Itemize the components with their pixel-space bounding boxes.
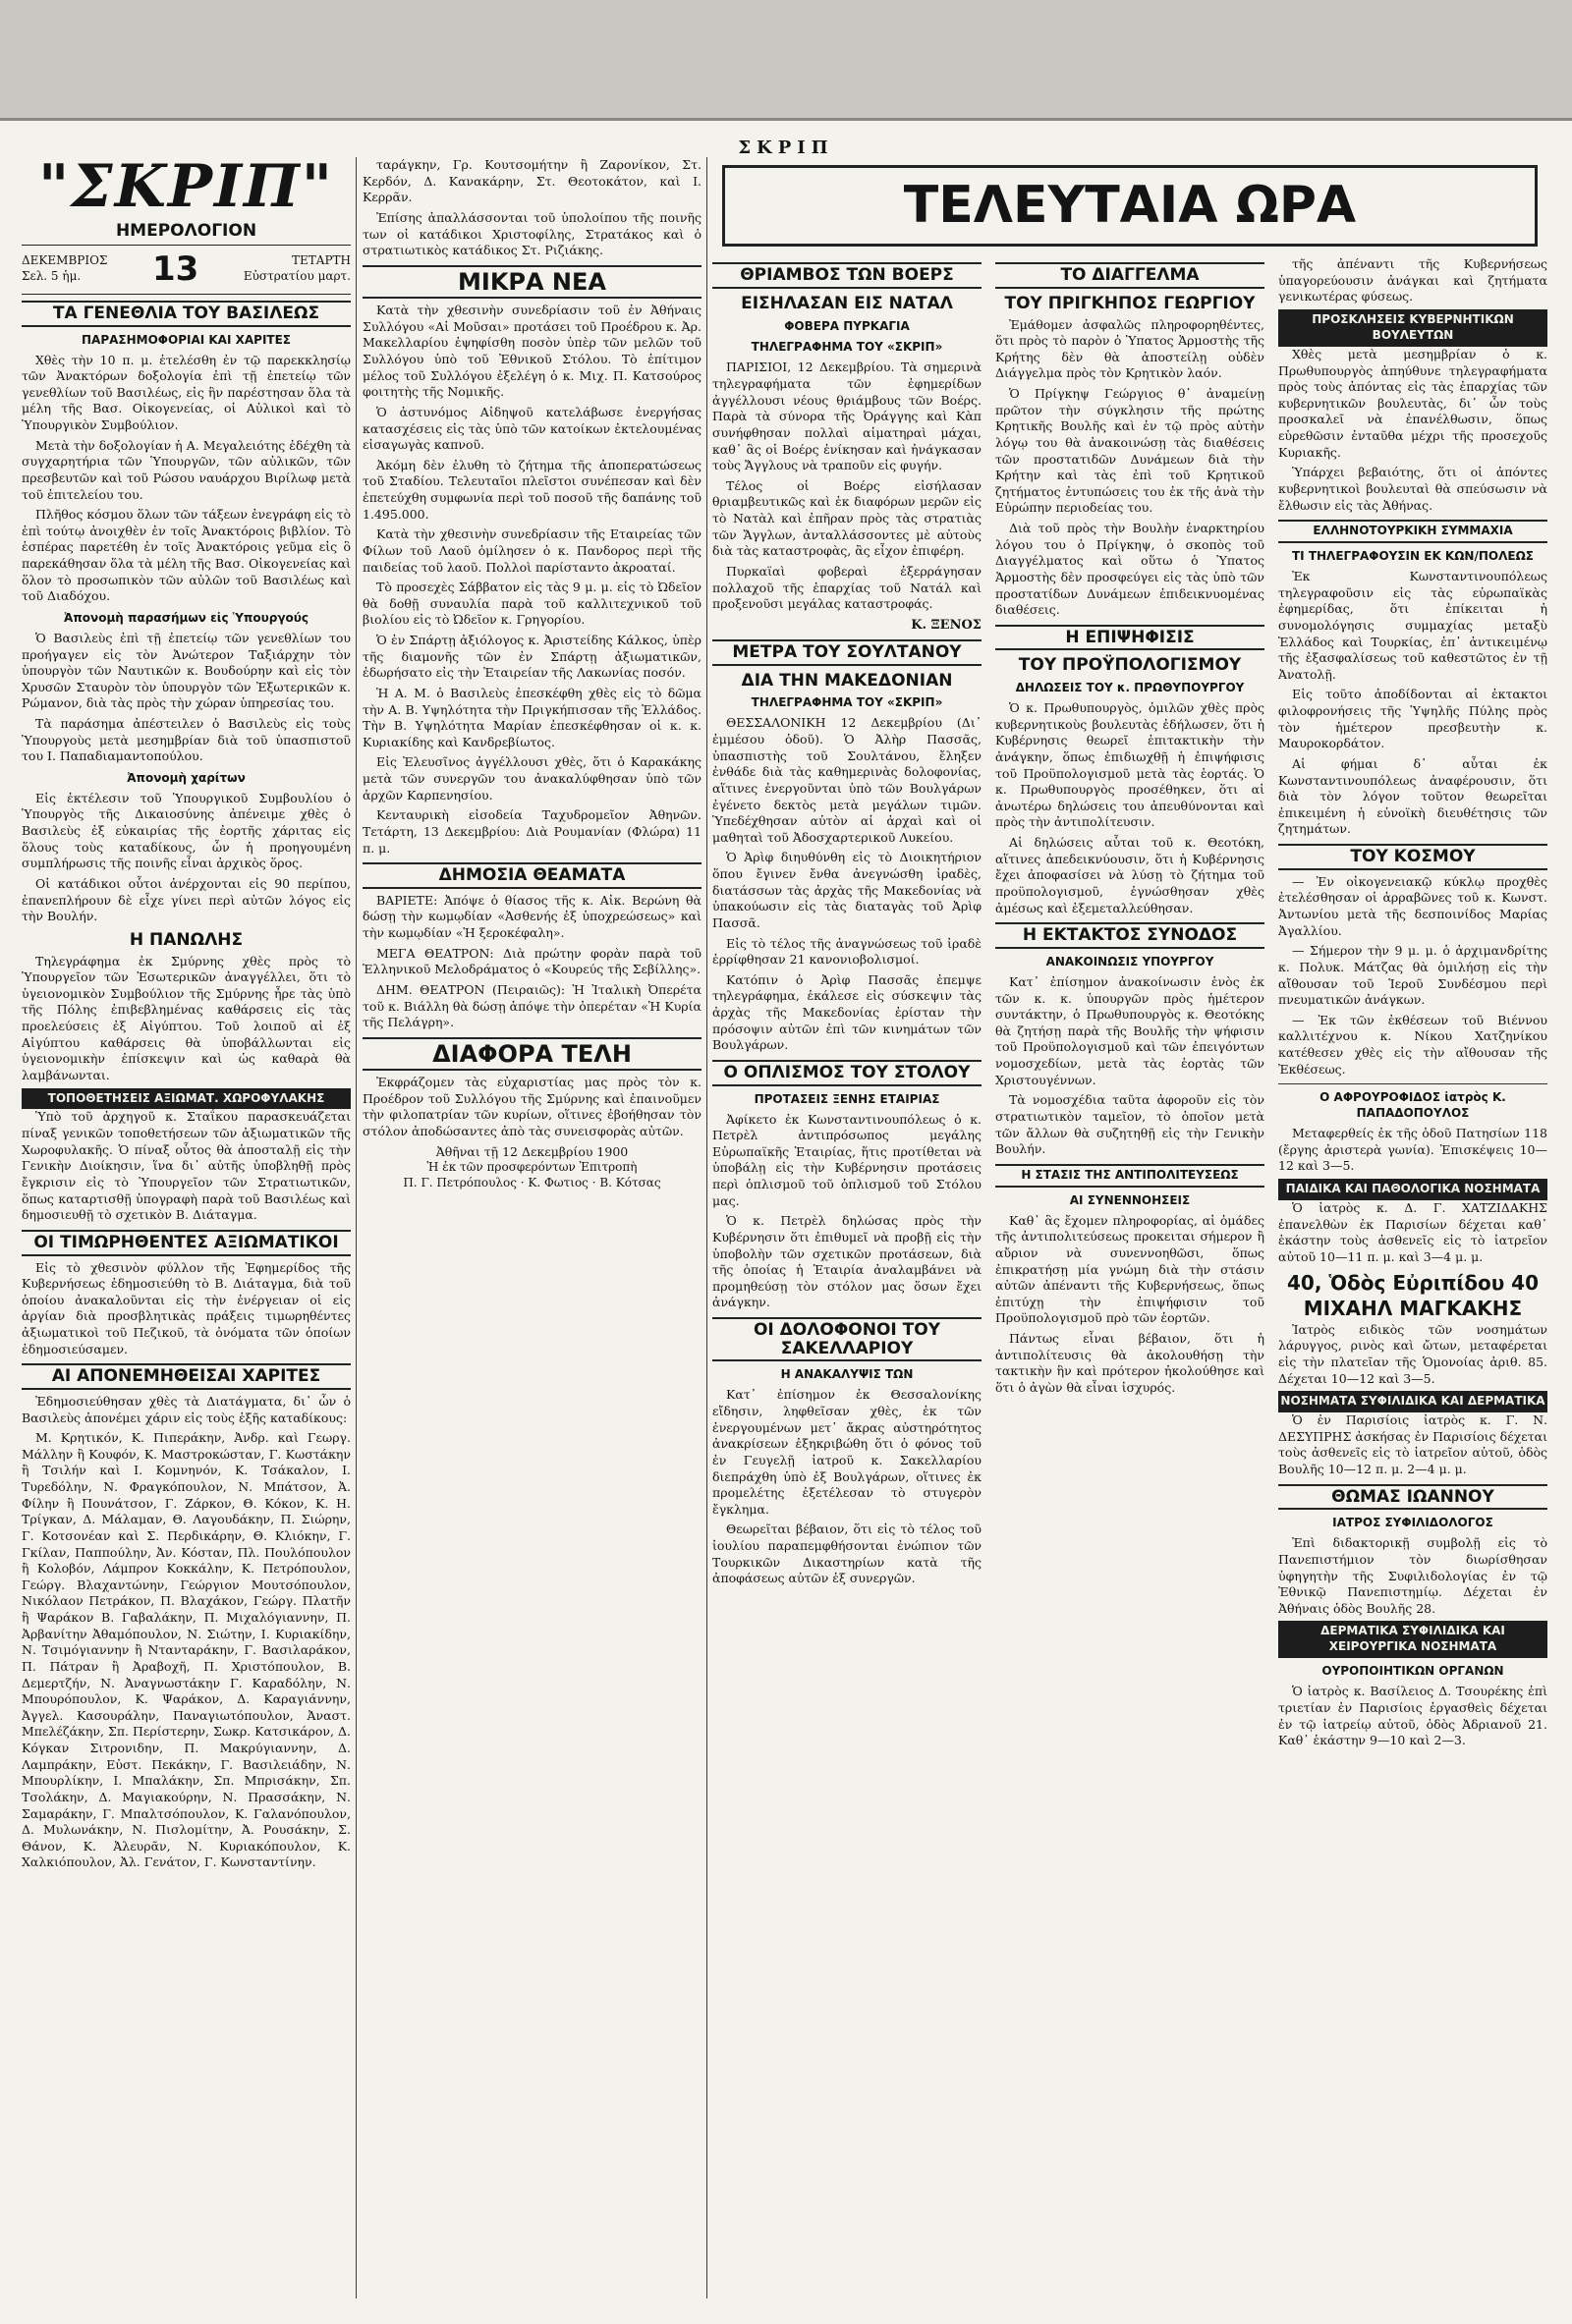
column-3 <box>712 157 1547 2298</box>
divider <box>1278 1083 1547 1084</box>
column-rule <box>706 157 707 2298</box>
banner-last-hour: ΤΕΛΕΥΤΑΙΑ ΩΡΑ <box>722 165 1538 247</box>
article-title: Η ΠΑΝΩΛΗΣ <box>129 929 244 950</box>
article-paragraph: Κατ᾽ ἐπίσημον ἐκ Θεσσαλονίκης εἴδησιν, ληφθεῖσαν χθὲς, ἐκ τῶν ἐνεργουμένων μετ᾽ ἄκρας αὐστηρότητος ἀνακρίσεων ἐξηκριβώθη ὅτι ὁ φόνος τοῦ ἐν Γευγελῇ ἰατροῦ κ. Σακελλαρίου διεπράχθη ὑπὸ ἐξ Βουλγάρων, οἵτινες ἐκ προμελέτης ἐξετέλεσαν τὸ στυγερὸν ἔγκλημα. <box>712 1387 982 1517</box>
article-paragraph: Αἱ δηλώσεις αὗται τοῦ κ. Θεοτόκη, αἵτινες ἀπεδεικνύουσιν, ὅτι ἡ Κυβέρνησις ἔχει ἀποφασίσει νὰ λύσῃ τὸ ζήτημα τοῦ προϋπολογισμοῦ, ἐγνώσθησαν χθὲς ἀμέσως καὶ ἐξεμεταλλεύθησαν. <box>995 835 1264 915</box>
column-rule <box>356 157 357 2298</box>
section-title: ΜΙΚΡΑ ΝΕΑ <box>363 265 702 299</box>
section-title: ΔΗΜΟΣΙΑ ΘΕΑΜΑΤΑ <box>363 862 702 889</box>
article-paragraph: Διὰ τοῦ πρὸς τὴν Βουλὴν ἐναρκτηρίου λόγου του ὁ Πρίγκηψ, ὁ σκοπὸς τοῦ Διαγγέλματος καὶ οὕτω ὁ Ὑπατος Ἁρμοστὴς δὲν προσφεύγει εἰς τὰς ὑπὸ τῶν προστατίδων Δυνάμεων ἐπιδεικνυομένας διαθέσεις. <box>995 521 1264 618</box>
article-paragraph: Πάντως εἶναι βέβαιον, ὅτι ἡ ἀντιπολίτευσις θὰ ἀκολουθήσῃ τὴν τακτικὴν ἣν καὶ πρότερον ἠκολούθησε καὶ ὅτι ὁ ἀγὼν θὰ εἶναι ἰσχυρός. <box>995 1331 1264 1395</box>
ad-title: ΠΑΙΔΙΚΑ ΚΑΙ ΠΑΘΟΛΟΓΙΚΑ ΝΟΣΗΜΑΤΑ <box>1278 1179 1547 1200</box>
article-title-2: ΔΙΑ ΤΗΝ ΜΑΚΕΔΟΝΙΑΝ <box>741 670 953 691</box>
news-item: ΜΕΓΑ ΘΕΑΤΡΟΝ: Διὰ πρώτην φορὰν παρὰ τοῦ Ἑλληνικοῦ Μελοδράματος ὁ «Κουρεύς τῆς Σεβίλλης». <box>363 945 702 977</box>
subcolumn-c <box>1278 256 1547 1753</box>
telegram-label: ΤΗΛΕΓΡΑΦΗΜΑ ΤΟΥ «ΣΚΡΙΠ» <box>751 340 943 355</box>
article-title: Ο ΟΠΛΙΣΜΟΣ ΤΟΥ ΣΤΟΛΟΥ <box>712 1060 982 1086</box>
sunrise: Σελ. 5 ἡμ. <box>22 269 82 284</box>
signature-names: Π. Γ. Πετρόπουλος · Κ. Φωτιος · Β. Κότσας <box>403 1176 661 1190</box>
article-title-2: ΤΟΥ ΠΡΟΫΠΟΛΟΓΙΣΜΟΥ <box>1018 655 1242 676</box>
article-title: Ἀπονομὴ χαρίτων <box>127 770 246 785</box>
article-paragraph: Αἱ φήμαι δ᾽ αὗται ἐκ Κωνσταντινουπόλεως ἀναφέρουσιν, ὅτι διὰ τὸν λόγον τοῦτον θεωρεῖται ἐπικειμένη ἡ εὐνοϊκὴ διευθέτησις τῶν ζητημάτων. <box>1278 755 1547 837</box>
article-title: Η ΕΠΙΨΗΦΙΣΙΣ <box>995 625 1264 651</box>
article-paragraph: Ὁ Ἀρὶφ διηυθύνθη εἰς τὸ Διοικητήριον ὅπου ἔγινεν ἔνθα ἀνεγνώσθη ἰραδὲς, διατάσσων τὰς ἀρχὰς τῆς Μακεδονίας νὰ ὑπακούωσιν εἰς τὰς διαταγὰς τοῦ Ἀρὶφ Πασσᾶ. <box>712 850 982 930</box>
social-item: — Ἐν οἰκογενειακῷ κύκλῳ προχθὲς ἐτελέσθησαν οἱ ἀρραβῶνες τοῦ κ. Κωνστ. Ἀντωνίου μετὰ τῆς δεσποινίδος Μαρίας Ἀγαλλίου. <box>1278 873 1547 938</box>
article-paragraph: Κατ᾽ ἐπίσημον ἀνακοίνωσιν ἑνὸς ἐκ τῶν κ. κ. ὑπουργῶν πρὸς ἡμέτερον συντάκτην, ὁ Πρωθυπουργὸς κ. Θεοτόκης θὰ ζητήσῃ παρὰ τῆς Βουλῆς τὴν ψήφισιν τοῦ Προϋπολογισμοῦ καὶ τῶν ἐπειγόντων νομοσχεδίων, μετὰ τὰς ἑορτὰς τῶν Χριστουγέννων. <box>995 973 1264 1087</box>
telegram-label: ΤΗΛΕΓΡΑΦΗΜΑ ΤΟΥ «ΣΚΡΙΠ» <box>751 695 943 710</box>
ad-text: Ὁ ἐν Παρισίοις ἰατρὸς κ. Γ. Ν. ΔΕΣΥΠΡΗΣ ἀσκήσας ἐν Παρισίοις δέχεται τοὺς ἀσθενεῖς εἰς τὸ ἰατρεῖον αὐτοῦ, ὁδὸς Βουλῆς 10—12 π. μ. 2—4 μ. μ. <box>1278 1412 1547 1477</box>
news-item: Ἀκόμη δὲν ἐλυθη τὸ ζήτημα τῆς ἀποπερατώσεως τοῦ Σταδίου. Τελευταῖοι πλεῖστοι συνέπεσαν καὶ δὲν ἐπετεύχθη συμφωνία περὶ τοῦ ποσοῦ τῆς δαπάνης τοῦ 1.495.000. <box>363 457 702 522</box>
article-subtitle: Η ΑΝΑΚΑΛΥΨΙΣ ΤΩΝ <box>780 1367 914 1382</box>
article-paragraph: τῆς ἀπέναντι τῆς Κυβερνήσεως ὑπαγορεύουσιν ἀνάγκαι καὶ ζητήματα γενικωτέρας φύσεως. <box>1278 256 1547 304</box>
article-paragraph: Εἰς τοῦτο ἀποδίδονται αἱ ἐκτακτοι φιλοφρονήσεις τῆς Ὑψηλῆς Πύλης πρὸς τὸν ἡμέτερον πρεσβευτὴν κ. Μαυροκορδάτον. <box>1278 687 1547 751</box>
article-paragraph: Ὑπὸ τοῦ ἀρχηγοῦ κ. Σταΐκου παρασκευάζεται πίναξ γενικῶν τοποθετήσεων τῶν ἀξιωματικῶν τῆς Χωροφυλακῆς. Ὁ πίναξ οὗτος θὰ ἀποσταλῇ εἰς τὴν Γενικὴν Διοίκησιν, ἵνα δι᾽ αὐτῆς ὑποβληθῇ πρὸς ἔγκρισιν εἰς τὸ Ὑπουργεῖον τῶν Στρατιωτικῶν, ὅπως καταρτισθῇ ὑπογραφὴ παρὰ τοῦ Βασιλέως καὶ δημοσιευθῇ τὸ σχετικὸν Β. Διάταγμα. <box>22 1109 351 1223</box>
article-paragraph: Εἰς τὸ τέλος τῆς ἀναγνώσεως τοῦ ἰραδὲ ἐρρίφθησαν 21 κανονιοβολισμοί. <box>712 935 982 968</box>
article-subtitle: ΑΙ ΣΥΝΕΝΝΟΗΣΕΙΣ <box>1069 1192 1191 1207</box>
day-number: 13 <box>151 249 199 289</box>
article-title-2: ΤΟΥ ΠΡΙΓΚΗΠΟΣ ΓΕΩΡΓΙΟΥ <box>1004 293 1256 313</box>
article-title: ΤΟΥ ΚΟΣΜΟΥ <box>1278 844 1547 870</box>
article-subtitle: ΠΡΟΤΑΣΕΙΣ ΞΕΝΗΣ ΕΤΑΙΡΙΑΣ <box>754 1091 940 1106</box>
article-paragraph: Ὁ Πρίγκηψ Γεώργιος θ᾽ ἀναμείνῃ πρῶτον τὴν σύγκλησιν τῆς πρώτης Κρητικῆς Βουλῆς καὶ ἐν τῷ πρὸς αὐτὴν λόγῳ του θὰ ἀνακοινώσῃ τὰς διαθέσεις τῶν προστατιδῶν Δυνάμεων διὰ τὴν Κρήτην καὶ τὰς ἐπὶ τοῦ Κρητικοῦ ζητήματος ἐντυπώσεις του ἐκ τῆς ἀνὰ τὴν Εὐρώπην περιοδείας του. <box>995 386 1264 516</box>
signature-committee: Ἡ ἐκ τῶν προσφερόντων Ἐπιτροπὴ <box>426 1160 638 1175</box>
news-item: Ὁ ἐν Σπάρτῃ ἀξιόλογος κ. Ἀριστείδης Κάλκος, ὑπὲρ τῆς διαμονῆς τῶν ἐν Σπάρτῃ ἀξιωματικῶν, ἐδωρήσατο εἰς τὴν Ἐταιρείαν τῆς Λακωνίας ποσόν. <box>363 633 702 681</box>
newspaper-logo: "ΣΚΡΙΠ" <box>38 157 334 221</box>
article-paragraph: Τὰ νομοσχέδια ταῦτα ἀφοροῦν εἰς τὸν στρατιωτικὸν ταμεῖον, τὸ ὁποῖον μετὰ τῶν ἄλλων θὰ συζητηθῇ εἰς τὴν Γενικὴν Βουλήν. <box>995 1092 1264 1157</box>
article-title: Ἀπονομὴ παρασήμων εἰς Ὑπουργούς <box>64 610 309 625</box>
article-paragraph: Τηλεγράφημα ἐκ Σμύρνης χθὲς πρὸς τὸ Ὑπουργεῖον τῶν Ἐσωτερικῶν ἀναγγέλλει, ὅτι τὸ ὑγειονομικὸν Συμβούλιον τῆς Σμύρνης ἦρε τὰς ὑπὸ τῆς Πόλης ἐπιβεβλημένας καθάρσεις εἰς τὰς προελεύσεις ἐξ Αἰγύπτου. Τοῦ λοιποῦ αἱ ἐξ Αἰγύπτου καθάρσεις θὰ ὑποβάλλωνται εἰς ὑγειονομικὴν ἐπίσκεψιν καὶ ὡς καθαρὰ θὰ λαμβάνωνται. <box>22 953 351 1082</box>
article-subtitle: ΑΝΑΚΟΙΝΩΣΙΣ ΥΠΟΥΡΓΟΥ <box>1045 954 1214 968</box>
article-paragraph: Ὑπάρχει βεβαιότης, ὅτι οἱ ἀπόντες κυβερνητικοὶ βουλευταὶ θὰ σπεύσωσιν νὰ ἔλθωσιν εἰς τὰς Ἀθήνας. <box>1278 465 1547 513</box>
article-title: ΤΟ ΔΙΑΓΓΕΛΜΑ <box>995 262 1264 289</box>
article-title: ΟΙ ΔΟΛΟΦΟΝΟΙ ΤΟΥ ΣΑΚΕΛΛΑΡΙΟΥ <box>712 1317 982 1361</box>
news-item: Ὁ ἀστυνόμος Αἰδηψοῦ κατελάβωσε ἐνεργήσας κατασχέσεις εἰς τὰς ὑπὸ τῶν κατοίκων ἐκτελουμένας εἰσαγωγὰς καπνοῦ. <box>363 404 702 453</box>
news-item: Εἰς Ἐλευσῖνος ἀγγέλλουσι χθὲς, ὅτι ὁ Καρακάκης μετὰ τῶν συνεργῶν του ἀνακαλύφθησαν ὑπὸ τῶν ἀρχῶν Καρπενησίου. <box>363 754 702 802</box>
ad-name: Ο ΑΦΡΟΥΡΟΦΙΔΟΣ ἰατρὸς Κ. ΠΑΠΑΔΟΠΟΥΛΟΣ <box>1319 1090 1506 1121</box>
article-paragraph: Πλῆθος κόσμου ὅλων τῶν τάξεων ἐνεγράφη εἰς τὸ ἐπὶ τούτῳ ἀνοιχθὲν ἐν τοῖς Ἀνακτόροις βιβλίον. Τὸ ἑσπέρας παρετέθη ἐν τοῖς Ἀνακτόροις γεῦμα εἰς ὃ παρεκάθησαν ὅλα τὰ μέλη τῆς Βασ. Οἰκογενείας καὶ ὅλον τὸ προσωπικὸν τῶν αὐλῶν τοῦ Βασιλέως καὶ τοῦ Διαδόχου. <box>22 507 351 604</box>
article-subtitle: ΠΑΡΑΣΗΜΟΦΟΡΙΑΙ ΚΑΙ ΧΑΡΙΤΕΣ <box>82 332 291 347</box>
article-paragraph: Τὰ παράσημα ἀπέστειλεν ὁ Βασιλεὺς εἰς τοὺς Ὑπουργοὺς μετὰ μεσημβρίαν διὰ τοῦ ὑπασπιστοῦ του Ι. Παπαδιαμαντοπούλου. <box>22 716 351 764</box>
saint: Εὐστρατίου μαρτ. <box>243 269 351 284</box>
article-title: ΕΛΛΗΝΟΤΟΥΡΚΙΚΗ ΣΥΜΜΑΧΙΑ <box>1278 520 1547 543</box>
ad-text: Ὁ ἰατρὸς κ. Δ. Γ. ΧΑΤΖΙΔΑΚΗΣ ἐπανελθὼν ἐκ Παρισίων δέχεται καθ᾽ ἑκάστην τοὺς ἀσθενεῖς εἰς τὸ ἰατρεῖον αὐτοῦ 10—11 π. μ. καὶ 3—4 μ. μ. <box>1278 1200 1547 1264</box>
ad-text: Ὁ ἰατρὸς κ. Βασίλειος Δ. Τσουρέκης ἐπὶ τριετίαν ἐν Παρισίοις ἐργασθεὶς δέχεται ἐν τῷ ἰατρείῳ αὐτοῦ, ὁδὸς Ἀδριανοῦ 21. Καθ᾽ ἑκάστην 9—10 καὶ 2—3. <box>1278 1684 1547 1748</box>
article-paragraph: Ἐμάθομεν ἀσφαλῶς πληροφορηθέντες, ὅτι πρὸς τὸ παρὸν ὁ Ὑπατος Ἁρμοστὴς τῆς Κρήτης δὲν θὰ ἀποστείλῃ οὐδὲν Διάγγελμα πρὸς τὸν Κρητικὸν λαόν. <box>995 316 1264 381</box>
article-paragraph: Ἐδημοσιεύθησαν χθὲς τὰ Διατάγματα, δι᾽ ὧν ὁ Βασιλεὺς ἀπονέμει χάριν εἰς τοὺς ἑξῆς καταδίκους: <box>22 1393 351 1425</box>
ad-name: ΜΙΧΑΗΛ ΜΑΓΚΑΚΗΣ <box>1303 1297 1523 1321</box>
date-block <box>22 245 351 295</box>
ad-text: Ἰατρὸς ειδικὸς τῶν νοσημάτων λάρυγγος, ρινὸς καὶ ὤτων, μεταφέρεται εἰς τὴν πλατεῖαν τῆς Ὁμονοίας ἀριθ. 85. Δέχεται 10—12 καὶ 3—5. <box>1278 1321 1547 1386</box>
article-paragraph: Μ. Κρητικόν, Κ. Πιπεράκην, Ἀνδρ. καὶ Γεωργ. Μάλλην ἢ Κουφόν, Κ. Μαστροκώσταν, Γ. Κωστάκην ἢ Τσιλήν καὶ Ι. Κομνηνόν, Κ. Τσάκαλον, Ι. Τυρεδόλην, Ν. Φραγκόπουλον, Ν. Μπάτσον, Ἀ. Φίλην ἢ Πουνάτσον, Γ. Ζάρκον, Θ. Κόκον, Κ. Η. Τρίγκαν, Δ. Μάλαμαν, Θ. Λαγουδάκην, Π. Σιώρην, Γ. Κοτσονέαν καὶ Σ. Περδικάρην, Θ. Κλιόκην, Γ. Γκίλαν, Παππούλην, Ἀν. Κόσταν, Πλ. Πουλόπουλον ἢ Κολοβόν, Λάμπρον Κοκκάλην, Κ. Πετρόπουλον, Γεώργ. Βλαχαντώνην, Γεώργιον Μουτσόπουλον, Νικόλαον Πετράκον, Π. Βλαχάκον, Γεώργ. Πλατῆν ἢ Ψαράκον Β. Γαβαλάκην, Π. Μιχαλόγιαννην, Π. Ἀρβανίτην Ἀθαμόπουλον, Ν. Σιώτην, Ι. Κυριακίδην, Ν. Τσιμόγιαννην ἢ Ντανταράκην, Γ. Βασιλαράκον, Π. Πάτραν ἢ Ἀραβοχῆ, Π. Χριστόπουλον, Β. Δεμερτζήν, Ν. Ἀναγνωστάκην Γ. Καραδόλην, Ν. Μπουρόπουλον, Κ. Ψαράκον, Δ. Καραγιάννην, Ἀγγελ. Κασουράλην, Παναγιωτόπουλον, Ἀναστ. Μπελέζάκην, Σπ. Περίστερην, Σωκρ. Κατσικάρον, Δ. Κόγκαν Σιτρονιδην, Π. Μακρύγιαννην, Δ. Λαμπράκην, Εὐστ. Πεκάκην, Γ. Βασιλειάδην, Ν. Μπουρλίκην, Ι. Μπαλάκην, Σπ. Μπρισάκην, Σπ. Τσολάκην, Δ. Μαγιακούρην, Ν. Πρασσάκην, Ν. Σαμαράκην, Γ. Μπαλτσόπουλον, Κ. Γαλανόπουλον, Δ. Μυλωνάκην, Ν. Πισλομίτην, Ἀ. Ρουσάκην, Σ. Θάνον, Κ. Ἀλευρᾶν, Ν. Κυριακόπουλον, Κ. Χαλκιόπουλον, Ἀλ. Γενάτον, Γ. Κωνσταντίνην. <box>22 1430 351 1870</box>
masthead: ΣΚΡΙΠ <box>738 138 834 158</box>
article-subtitle: ΕΙΣΗΛΑΣΑΝ ΕΙΣ ΝΑΤΑΛ <box>741 293 953 313</box>
article-paragraph: Πυρκαϊαὶ φοβεραὶ ἐξερράγησαν πολλαχοῦ τῆς ἐπαρχίας τοῦ Νατάλ καὶ προξενοῦσι μεγάλας καταστροφάς. <box>712 563 982 612</box>
column-2 <box>363 157 702 2298</box>
ad-subtitle: ΙΑΤΡΟΣ ΣΥΦΙΛΙΔΟΛΟΓΟΣ <box>1332 1516 1493 1530</box>
article-paragraph: Ὁ κ. Πετρὲλ δηλώσας πρὸς τὴν Κυβέρνησιν ὅτι ἐπιθυμεῖ νὰ προβῇ εἰς τὴν ὑποβολὴν τῶν σχετικῶν προτάσεων, διὰ τῆς ὁποίας ἡ Ἑταιρία ἀναλαμβάνει νὰ προμηθεύσῃ τὸν στόλον μας ὅσων ἔχει ἀνάγκην. <box>712 1213 982 1310</box>
article-title: Η ΕΚΤΑΚΤΟΣ ΣΥΝΟΔΟΣ <box>995 922 1264 949</box>
article-paragraph: ΠΑΡΙΣΙΟΙ, 12 Δεκεμβρίου. Τὰ σημερινὰ τηλεγραφήματα τῶν ἐφημερίδων ἀγγέλλουσι νέους θριάμβους τῶν Βοέρς. Παρὰ τὰ σύνορα τῆς Ὀράγγης καὶ Κὰπ συνήφθησαν πολλαὶ αἱματηραὶ μάχαι, καθ᾽ ἃς οἱ Βοέρς ἐνίκησαν καὶ ἠνάγκασαν τοὺς Ἄγγλους νὰ τραποῦν εἰς φυγήν. <box>712 360 982 473</box>
social-item: — Σήμερον τὴν 9 μ. μ. ὁ ἀρχιμανδρίτης κ. Πολυκ. Μάτζας θὰ ὁμιλήσῃ εἰς τὴν αἴθουσαν τοῦ Ἱεροῦ Συνδέσμου περὶ πνευματικῶν ἀνάγκων. <box>1278 943 1547 1008</box>
article-paragraph: Εἰς ἐκτέλεσιν τοῦ Ὑπουργικοῦ Συμβουλίου ὁ Ὑπουργὸς τῆς Δικαιοσύνης ἀπένειμε χθὲς ὁ Βασιλεὺς ἐξ εὐκαιρίας τῆς ἐορτῆς χάριτας εἰς ὅλους τοὺς καταδίκους, ὧν ἡ προηγουμένη συμπλήρωσις τῆς ποινῆς εἶναι ἀρχικὸς ὅρος. <box>22 790 351 871</box>
article-paragraph: Χθὲς μετὰ μεσημβρίαν ὁ κ. Πρωθυπουργὸς ἀπηύθυνε τηλεγραφήματα πρὸς τοὺς ἀπόντας εἰς τὰς ἐπαρχίας τῶν κυβερνητικῶν βουλευτὰς, δι᾽ ὧν τοὺς προσκαλεῖ νὰ ἐπανέλθωσιν, ὅπως εὑρεθῶσιν ἐνταῦθα μέχρι τῆς προσεχοῦς Κυριακῆς. <box>1278 346 1547 460</box>
ad-address: 40, Ὁδὸς Εὐριπίδου 40 <box>1286 1270 1540 1295</box>
month: ΔΕΚΕΜΒΡΙΟΣ <box>22 253 108 268</box>
article-paragraph: Ὁ κ. Πρωθυπουργὸς, ὁμιλῶν χθὲς πρὸς κυβερνητικοὺς βουλευτὰς ἐδήλωσεν, ὅτι ἡ Κυβέρνησις θεωρεῖ ἐπιτακτικὴν τὴν ἀνάγκην, ὅπως ἐπιδιωχθῇ ἡ ἐπιψήφισις τοῦ Προϋπολογισμοῦ μετὰ τὰς ἑορτάς. Ὁ κ. Πρωθυπουργὸς προσέθηκεν, ὅτι αἱ ἀνωτέρω δηλώσεις του ἀπευθύνονται καὶ πρὸς τὴν ἀντιπολίτευσιν. <box>995 700 1264 830</box>
news-item: Κατὰ τὴν χθεσινὴν συνεδρίασιν τοῦ ἐν Ἀθήναις Συλλόγου «Αἱ Μοῦσαι» προτάσει τοῦ Προέδρου κ. Ἀρ. Μακελλαρίου ἐψηφίσθη ποσὸν ὑπὲρ τῶν μελῶν τοῦ Συλλόγου ὑπὸ τοῦ Ἐθνικοῦ Στόλου. Τὸ ἐπίτιμον μέλος τοῦ Συλλόγου ἐξελέγη ὁ κ. Μιχ. Π. Κατσούρος φοιτητὴς τῆς Νομικῆς. <box>363 303 702 400</box>
article-title: ΤΑ ΓΕΝΕΘΛΙΑ ΤΟΥ ΒΑΣΙΛΕΩΣ <box>22 301 351 327</box>
news-item: ΒΑΡΙΕΤΕ: Ἀπόψε ὁ θίασος τῆς κ. Αἰκ. Βερώνη θὰ δώσῃ τὴν κωμῳδίαν «Ἀσθενής ἐξ ὑποχρεώσεως» καὶ τὴν κωμῳδίαν «Ἡ ξεροκέφαλη». <box>363 892 702 941</box>
article-paragraph: Καθ᾽ ἃς ἔχομεν πληροφορίας, αἱ ὁμάδες τῆς ἀντιπολιτεύσεως προκειται σήμερον ἢ αὔριον νὰ συνεννοηθῶσι, ὅπως ἐπικρατήσῃ μία γνώμη διὰ τὴν στάσιν αὐτῶν ἀπέναντι τῆς Κυβερνήσεως, ὅπως ἐπιτύχῃ τὴν ἐπιψήφισιν τοῦ Προϋπολογισμοῦ πρὸ τῶν ἑορτῶν. <box>995 1212 1264 1326</box>
article-paragraph: Εἰς τὸ χθεσινὸν φύλλον τῆς Ἐφημερίδος τῆς Κυβερνήσεως ἐδημοσιεύθη τὸ Β. Διάταγμα, διὰ τοῦ ὁποίου ἀνακαλοῦνται εἰς τὴν ἐνέργειαν οἱ εἰς ἀργίαν διὰ προσβλητικὰς πράξεις τιμωρηθέντες ἀξιωματικοὶ τοῦ Πεζικοῦ, τὰ ὀνόματα τῶν ὁποίων ἐδημοσιεύσαμεν. <box>22 1259 351 1356</box>
article-paragraph: Ἐπίσης ἀπαλλάσσονται τοῦ ὑπολοίπου τῆς ποινῆς των οἱ κατάδικοι Χριστοφίλης, Στρατάκος καὶ ὁ στρατιωτικὸς κατάδικος Στ. Ριζιάκης. <box>363 209 702 258</box>
article-paragraph: Χθὲς τὴν 10 π. μ. ἐτελέσθη ἐν τῷ παρεκκλησίῳ τῶν Ἀνακτόρων δοξολογία ἐπὶ τῇ ἐπετείῳ τῶν γενεθλίων τοῦ Βασιλέως, εἰς ἣν παρέστησαν ὅλα τὰ μέλη τῆς Βασ. Οἰκογενείας, οἱ Αὐλικοὶ καὶ τὸ Ὑπουργικὸν Συμβούλιον. <box>22 352 351 433</box>
article-subtitle: ΤΙ ΤΗΛΕΓΡΑΦΟΥΣΙΝ ΕΚ ΚΩΝ/ΠΟΛΕΩΣ <box>1292 549 1534 564</box>
article-title: ΟΙ ΤΙΜΩΡΗΘΕΝΤΕΣ ΑΞΙΩΜΑΤΙΚΟΙ <box>22 1230 351 1256</box>
byline: Κ. ΞΕΝΟΣ <box>911 617 982 633</box>
article-title: ΜΕΤΡΑ ΤΟΥ ΣΟΥΛΤΑΝΟΥ <box>712 639 982 666</box>
article-paragraph: Ἐκ Κωνσταντινουπόλεως τηλεγραφοῦσιν εἰς τὰς εὐρωπαϊκὰς ἐφημερίδας, ὅτι ἐπίκειται ἡ συνομολόγησις συμμαχίας μεταξὺ Ἑλλάδος καὶ Τουρκίας, ἐπ᾽ ἀντικειμένῳ τῆς ἐξασφαλίσεως τοῦ καθεστῶτος ἐν τῇ Ἀνατολῇ. <box>1278 569 1547 682</box>
article-paragraph: ταράγκην, Γρ. Κουτσομήτην ἢ Ζαρονίκον, Στ. Κερδόν, Δ. Κανακάρην, Στ. Θεοτοκάτον, καὶ Ι. Κερρᾶν. <box>363 157 702 205</box>
column-1 <box>22 157 351 2298</box>
news-item: Ἐκφράζομεν τὰς εὐχαριστίας μας πρὸς τὸν κ. Προέδρον τοῦ Συλλόγου τῆς Σμύρνης καὶ ἐπαινοῦμεν τὴν φιλοπατρίαν τῶν κυρίων, οἵτινες ἐβοήθησαν τὸν στόλον ἀποδώσαντες ἀπὸ τὰς συνεισφορὰς αὐτῶν. <box>363 1075 702 1139</box>
article-paragraph: Θεωρεῖται βέβαιον, ὅτι εἰς τὸ τέλος τοῦ ἰουλίου παραπεμφθήσονται ἐνώπιον τῶν Τουρκικῶν Δικαστηρίων κατὰ τῆς ἀποφάσεως αὐτῶν ἐξ συνεργῶν. <box>712 1522 982 1586</box>
social-item: — Ἐκ τῶν ἐκθέσεων τοῦ Βιέννου καλλιτέχνου κ. Νίκου Χατζηνίκου κατέθεσεν χθὲς εἰς τὴν αἴθουσαν τῆς Ἐκθέσεως. <box>1278 1012 1547 1077</box>
ad-title: ΝΟΣΗΜΑΤΑ ΣΥΦΙΛΙΔΙΚΑ ΚΑΙ ΔΕΡΜΑΤΙΚΑ <box>1278 1391 1547 1412</box>
article-paragraph: Τέλος οἱ Βοέρς εἰσήλασαν θριαμβευτικῶς καὶ ἐκ διαφόρων μερῶν εἰς τὸ Νατὰλ καὶ ἐπῆραν πρὸς τὰς στρατιὰς τῶν Ἄγγλων, ἀνταλλάσσοντες μὲ αὐτοὺς διὰ τὰς καταστροφὰς, ἂς εἶχον ἐπιφέρη. <box>712 477 982 559</box>
article-title: ΑΙ ΑΠΟΝΕΜΗΘΕΙΣΑΙ ΧΑΡΙΤΕΣ <box>22 1363 351 1390</box>
news-item: Κατὰ τὴν χθεσινὴν συνεδρίασιν τῆς Εταιρείας τῶν Φίλων τοῦ Λαοῦ ὁμίλησεν ὁ κ. Πανδορος περὶ τῆς παιδείας τοῦ λαοῦ. Πολλοὶ παρίσταντο ἀκροαταί. <box>363 526 702 575</box>
subcolumn-a <box>712 256 982 1753</box>
news-item: Ἡ Α. Μ. ὁ Βασιλεὺς ἐπεσκέφθη χθὲς εἰς τὸ δῶμα τὴν Α. Β. Υψηλότητα τὴν Πριγκήπισσαν τῆς Ἑλλάδος. Τὴν Β. Υψηλότητα Μαρίαν ἐπεσκέφθησαν οἱ κ. κ. Κυριακίδης καὶ Κανδρεβίωτος. <box>363 685 702 749</box>
article-subtitle: ΦΟΒΕΡΑ ΠΥΡΚΑΓΙΑ <box>784 318 910 333</box>
news-item: Τὸ προσεχὲς Σάββατον εἰς τὰς 9 μ. μ. εἰς τὸ Ὠδεῖον θὰ δοθῇ συναυλία παρὰ τοῦ καλλιτεχνικοῦ τοῦ βιολίου εἰς τὸ Ὠδεῖον κ. Γρηγορίου. <box>363 580 702 628</box>
scan-header-band <box>0 0 1572 121</box>
ad-text: Μεταφερθείς ἐκ τῆς ὁδοῦ Πατησίων 118 (ἔργης ἀριστερὰ γωνία). Ἐπισκέψεις 10—12 καὶ 3—5. <box>1278 1126 1547 1174</box>
article-title: Η ΣΤΑΣΙΣ ΤΗΣ ΑΝΤΙΠΟΛΙΤΕΥΣΕΩΣ <box>995 1164 1264 1188</box>
section-title: ΔΙΑΦΟΡΑ ΤΕΛΗ <box>363 1037 702 1071</box>
article-subtitle: ΔΗΛΩΣΕΙΣ ΤΟΥ κ. ΠΡΩΘΥΠΟΥΡΓΟΥ <box>1015 681 1245 695</box>
article-paragraph: Μετὰ τὴν δοξολογίαν ἡ Α. Μεγαλειότης ἐδέχθη τὰ συγχαρητήρια τῶν Ὑπουργῶν, τῶν αὐλικῶν, τῶν πρεσβευτῶν καὶ τοῦ Ρώσου ναυάρχου Βιρίλωφ μετὰ τοῦ ἐπιτελείου του. <box>22 437 351 502</box>
ad-name: ΘΩΜΑΣ ΙΩΑΝΝΟΥ <box>1278 1484 1547 1511</box>
article-title: ΤΟΠΟΘΕΤΗΣΕΙΣ ΑΞΙΩΜΑΤ. ΧΩΡΟΦΥΛΑΚΗΣ <box>22 1088 351 1110</box>
article-paragraph: Ἀφίκετο ἐκ Κωνσταντινουπόλεως ὁ κ. Πετρὲλ ἀντιπρόσωπος μεγάλης Εὐρωπαϊκῆς Ἑταιρίας, ἥτις προτίθεται νὰ ὑποβάλῃ εἰς τὴν Κυβέρνησιν προτάσεις περὶ ὁπλισμοῦ τοῦ ὁπλισμοῦ τοῦ Στόλου μας. <box>712 1111 982 1208</box>
ad-text: Ἐπὶ διδακτορικῇ συμβολῇ εἰς τὸ Πανεπιστήμιον τὸν διωρίσθησαν ὑφηγητὴν τῆς Συφιλιδολογίας ἐν τῷ Ἐθνικῷ Πανεπιστημίῳ. Δέχεται ἐν Ἀθήναις ὁδὸς Βουλῆς 28. <box>1278 1535 1547 1616</box>
article-title: ΘΡΙΑΜΒΟΣ ΤΩΝ ΒΟΕΡΣ <box>712 262 982 289</box>
article-paragraph: Οἱ κατάδικοι οὗτοι ἀνέρχονται εἰς 90 περίπου, ἐπανεπλήρουν δὲ εἶχε γίνει περὶ αὐτῶν λόγος εἰς τὴν Βουλήν. <box>22 875 351 924</box>
weekday: ΤΕΤΑΡΤΗ <box>292 253 351 268</box>
ad-subtitle: ΟΥΡΟΠΟΙΗΤΙΚΩΝ ΟΡΓΑΝΩΝ <box>1321 1664 1504 1679</box>
news-item: Κενταυρικὴ εἰσοδεία Ταχυδρομεῖον Ἀθηνῶν. Τετάρτη, 13 Δεκεμβρίου: Διὰ Ρουμανίαν (Φλώρα) 11 π. μ. <box>363 807 702 856</box>
article-title: ΠΡΟΣΚΛΗΣΕΙΣ ΚΥΒΕΡΝΗΤΙΚΩΝ ΒΟΥΛΕΥΤΩΝ <box>1278 309 1547 347</box>
article-paragraph: Κατόπιν ὁ Ἀρὶφ Πασσᾶς ἐπεμψε τηλεγράφημα, ἐκάλεσε εἰς σύσκεψιν τὰς ἀρχὰς τῆς Μακεδονίας ἐρίσταν τὴν πρόσοψιν αὐτῶν ἐπὶ τῶν κινημάτων τῶν Βουλγάρων. <box>712 971 982 1053</box>
subcolumn-b <box>995 256 1264 1753</box>
news-item: ΔΗΜ. ΘΕΑΤΡΟΝ (Πειραιῶς): Ἡ Ἰταλικὴ Ὀπερέτα τοῦ κ. Βιάλλη θὰ δώσῃ ἀπόψε τὴν ὀπερέταν «Ἡ Κυρία τῆς Πελάγρη». <box>363 981 702 1030</box>
ad-title: ΔΕΡΜΑΤΙΚΑ ΣΥΦΙΛΙΔΙΚΑ ΚΑΙ ΧΕΙΡΟΥΡΓΙΚΑ ΝΟΣΗΜΑΤΑ <box>1278 1621 1547 1658</box>
article-paragraph: ΘΕΣΣΑΛΟΝΙΚΗ 12 Δεκεμβρίου (Δι᾽ ἐμμέσου ὁδοῦ). Ὁ Ἀλὴρ Πασσᾶς, ὑπασπιστὴς τοῦ Σουλτάνου, ἔληξεν ἐνθάδε διὰ τὰς καθημερινὰς δολοφονίας, αἵτινες ἐνεργοῦνται ὑπὸ τῶν Βουλγάρων ἐγένετο δεκτὸς μετὰ μεγάλων τιμῶν. Ὑπεδέχθησαν αὐτὸν αἱ ἀρχαὶ καὶ οἱ μαθηταὶ τοῦ Ἀδοσχαρτερικοῦ Λυκείου. <box>712 715 982 845</box>
calendar-title: ΗΜΕΡΟΛΟΓΙΟΝ <box>115 221 257 241</box>
article-paragraph: Ὁ Βασιλεὺς ἐπὶ τῇ ἐπετείῳ τῶν γενεθλίων του προήγαγεν εἰς τὸν Ἀνώτερον Ταξιάρχην τὸν ὑπουργὸν τῶν Ναυτικῶν κ. Βουδούρην καὶ εἰς τὸν Χρυσῶν Σταυρὸν τὸν ὑπουργὸν τῶν Ἐξωτερικῶν κ. Ρώμανον, διὰ τὰς πρὸς τὴν χώραν ὑπηρεσίας του. <box>22 630 351 711</box>
signature-date: Ἀθῆναι τῇ 12 Δεκεμβρίου 1900 <box>435 1143 629 1159</box>
